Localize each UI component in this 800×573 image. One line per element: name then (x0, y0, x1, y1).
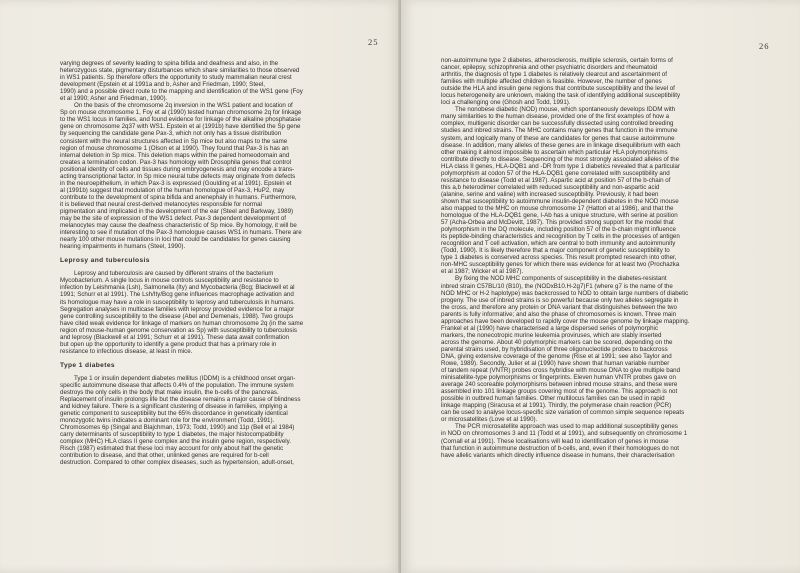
text-line: to the WS1 locus in families, and found evidence for linkage of the alkaline phosphatase (60, 116, 301, 124)
text-line: 1991; Schurr et al 1991). The Lsh/Ity/Bcg gene influences macrophage activation and (60, 291, 294, 299)
text-line: other making it almost impossible to ascertain which particular HLA polymorphisms (441, 148, 668, 156)
text-line: genetic component to susceptibility but the 65% discordance in genetically identical (60, 410, 288, 418)
text-line: it is believed that neural crest-derived melanocytes responsible for normal (60, 200, 262, 208)
paragraph (60, 102, 346, 250)
paragraph (60, 375, 346, 467)
text-line: destruction. Compared to other complex diseases, such as hypertension, adult-onset, (60, 459, 294, 467)
paragraph (441, 106, 747, 275)
text-line: non-autoimmune type 2 diabetes, atherosclerosis, multiple sclerosis, certain forms of (441, 57, 673, 64)
text-line: varying degrees of severity leading to spina bifida and deafness and also, in the (60, 60, 279, 67)
text-line: resistance to infectious disease, at least in mice. (60, 347, 193, 355)
text-line: or microsatellites (Love et al 1990). (441, 416, 538, 424)
text-line: may be the site of expression of the WS1 defect. Pax-3 dependent development of (60, 215, 286, 223)
text-line: assembled into 101 linkage groups covering most of the genome. This approach is not (441, 388, 678, 396)
text-line: development (Epstein et al 1991a and b, Asher and Friedman, 1990; Steel, (60, 81, 266, 89)
text-line: across the genome. About 40 polymorphic markers can be scored, depending on the (441, 338, 673, 346)
text-line: this a,b heterodimer correlated with reduced susceptibility and non-aspartic acid (441, 183, 660, 191)
text-line: in NOD on chromosomes 3 and 11 (Todd et al 1991), and subsequently on chromosome 1 (441, 430, 688, 438)
text-line: et al 1987; Wicker et al 1987). (441, 268, 524, 276)
text-line: contribution to disease, and that other, unlinked genes are required for b-cell (60, 452, 269, 460)
text-line: al (1991b) suggest that modulation of the human homologue of Pax-3, HuP2, may (60, 186, 285, 194)
text-column (60, 60, 346, 467)
text-line: minisatellite-type polymorphisms or fingerprints. Eleven human VNTR probes gave on (441, 374, 676, 382)
text-line: parental strains used, by hybridisation of three oligonucleotide probes to backcross (441, 345, 668, 353)
text-line: (alanine, serine and valine) with increased susceptibility. Previously, it had been (441, 190, 659, 198)
text-line: have allelic variants which directly influence disease in humans, their characterisation (441, 451, 675, 459)
text-line: contribute to the development of spina bifida and anenephaly in humans. Furthermore, (60, 193, 297, 201)
text-line: interesting to see if mutation of the Pax-3 homologue causes WS1 in humans. There are (60, 229, 302, 237)
text-line: also mapped to the MHC on mouse chromosome 17 (Hattori et al 1986), and that the (441, 204, 674, 212)
text-line: polymorphism at codon 57 of the HLA-DQB1 gene correlated with susceptibility and (441, 169, 670, 177)
text-line: its homologue may have a role in susceptibility to leprosy and tuberculosis in humans. (60, 298, 295, 306)
text-line: cancer, epilepsy, schizophrenia and other psychiatric disorders and rheumatoid (441, 64, 658, 72)
text-line: and kidney failure. There is a significant clustering of disease in families, implying a (60, 403, 288, 411)
text-line: Type 1 or insulin dependent diabetes mellitus (IDDM) is a childhood onset organ- (74, 374, 296, 382)
text-line: NOD MHC or H-2 haplotype) was backcrossed to NOD to obtain large numbers of diabetic (441, 289, 689, 297)
page-number: 26 (759, 41, 770, 51)
text-line: hearing impairments in humans (Steel, 1990). (60, 243, 186, 251)
text-line: Risch (1987) estimated that these loci may account for only about half the genetic (60, 445, 284, 453)
text-line: melanocytes may cause the deafness characteristic of Sp mice. By homology, it will be (60, 222, 297, 230)
text-line: approaches have been developed to rapidly cover the mouse genome by linkage mapping. (441, 317, 690, 325)
text-line: gene controlling susceptibility to the disease (Abel and Demenais, 1988). Two groups (60, 312, 294, 320)
text-line: (Todd, 1990). It is likely therefore that a major component of genetic susceptibility to (441, 247, 670, 255)
paragraph (441, 57, 747, 106)
text-line: have cited weak evidence for linkage of markers on human chromosome 2q (in the same (60, 319, 304, 327)
text-line: the cross, and therefore any protein or DNA variant that distinguishes between the two (441, 303, 677, 311)
text-line: HLA class II genes, HLA-DQB1 and -DR from type 1 diabetics revealed that a particular (441, 162, 681, 170)
right-page (401, 0, 800, 573)
paragraph (60, 60, 346, 102)
text-line: many similarities to the human disease, provided one of the first examples of how a (441, 113, 670, 121)
text-line: Frankel et al (1990) have characterised a large dispersed series of polymorphic (441, 324, 659, 332)
text-line: 57 (Acha-Orbea and McDevitt, 1987). This provided strong support for the model that (441, 219, 674, 227)
text-line: acting transcriptional factor. In Sp mice neural tube defects may originate from defects (60, 172, 296, 180)
text-line: that function in autoimmune destruction of b-cells, and, even if their homologues do not (441, 444, 680, 452)
text-line: parents is fully informative; and also the phase of chromosomes is known. Three main (441, 310, 677, 318)
text-line: Rowe, 1989). Secondly, Julier et al (1990) have shown that human variable number (441, 360, 670, 368)
section-heading: Leprosy and tuberculosis (60, 257, 150, 265)
text-line: contribute directly to disease. Sequencing of the most strongly associated alleles of the (441, 155, 680, 163)
text-line: infection by Leishmania (Lsh), Salmonella (Ity) and Mycobacteria (Bcg; Blackwell et al (60, 284, 295, 292)
text-line: DNA, giving extensive coverage of the genome (Rise et al 1991; see also Taylor and (441, 352, 672, 360)
text-line: but open up the opportunity to identify a gene product that has a primary role in (60, 340, 277, 348)
text-line: resistance to disease (Todd et al 1987). Aspartic acid at position 57 of the b-chain of (441, 176, 671, 184)
text-line: and leprosy (Blackwell et al 1991; Schurr et al 1991). These data await confirmation (60, 333, 289, 341)
text-line: region of mouse chromosome 1 (Olson et al 1990). They found that Pax-3 is has an (60, 144, 289, 152)
text-line: monozygotic twins indicates a dominant role for the environment (Todd, 1991). (60, 417, 275, 425)
text-line: studies and inbred strains. The MHC contains many genes that function in the immune (441, 127, 678, 135)
text-line: locus heterogeneity are unknown, making the task of identifying additional susceptibility (441, 92, 681, 100)
text-line: homologue of the HLA-DQB1 gene, I-Ab has a unique structure, with serine at position (441, 212, 678, 220)
text-line: by sequencing the candidate gene Pax-3, which not only has a tissue distribution (60, 130, 282, 138)
text-line: inbred strain C57BL/10 (B10), the (NODxB10.H-2g7)F1 (where g7 is the name of the (441, 282, 673, 290)
text-line: internal deletion in Sp mice. This deletion maps within the paired homeodomain and (60, 151, 290, 159)
text-line: loci a challenging one (Ghosh and Todd, 1991). (441, 99, 571, 107)
text-line: type 1 diabetes is conserved across species. This result prompted research into other, (441, 254, 677, 262)
text-line: complex (MHC) HLA class II gene complex and the insulin gene region, respectively. (60, 438, 291, 446)
text-line: in the neuroepithelium, in which Pax-3 is expressed (Goulding et al 1991). Epstein et (60, 179, 292, 187)
text-line: Segregation analyses in multicase families with leprosy provided evidence for a major (60, 305, 295, 313)
section-heading: Type 1 diabetes (60, 361, 115, 369)
text-line: Replacement of insulin prolongs life but the disease remains a major cause of blindness (60, 396, 301, 404)
text-line: markers, the nonecotropic murine leukemia proviruses, which are stably inserted (441, 331, 662, 339)
text-line: families with multiple affected children is feasible. However, the number of genes (441, 78, 662, 86)
text-line: arthritis, the diagnosis of type 1 diabetes is relatively clearcut and ascertainment of (441, 71, 667, 79)
text-line: et al 1990; Asher and Friedman, 1990). (60, 95, 168, 103)
text-line: destroys the only cells in the body that make insulin, the b-cells of the pancreas. (60, 389, 279, 397)
paragraph (441, 275, 747, 423)
text-line: region of mouse-human genome conservation as Sp) with susceptibility to tuberculosis (60, 326, 297, 334)
text-line: creates a termination codon. Pax-3 has homology with Drosophila genes that control (60, 158, 292, 166)
text-line: linkage mapping (Siracusa et al 1991). Thirdly, the polymerase chain reaction (PCR) (441, 402, 672, 410)
text-line: On the basis of the chromosome 2q inversion in the WS1 patient and location of (74, 102, 293, 110)
text-line: disease. In addition, many alleles of these genes are in linkage disequilibrium with each (441, 141, 681, 149)
text-column (441, 57, 747, 459)
text-line: The nonobese diabetic (NOD) mouse, which spontaneously develops IDDM with (455, 106, 676, 114)
text-line: nearly 100 other mouse mutations in loci that could be candidates for genes causing (60, 236, 291, 244)
text-line: The PCR microsatellite approach was used to map additional susceptibility genes (455, 423, 678, 431)
text-line: By fixing the NOD MHC components of susceptibility in the diabetes-resistant (455, 275, 667, 283)
text-line: 1990) and a possible direct route to the mapping and identification of the WS1 gene (Foy (60, 88, 303, 96)
text-line: progeny. The use of inbred strains is so powerful because only two alleles segregate in (441, 296, 679, 304)
text-line: recognition and T cell activation, which are central to both immunity and autoimmunity (441, 240, 676, 248)
text-line: in WS1 patients. Sp therefore offers the opportunity to study mammalian neural crest (60, 74, 292, 82)
text-line: gene on chromosome 2q37 with WS1. Epstein et al (1991b) have identified the Sp gene (60, 123, 301, 131)
text-line: complex, multigenic disorder can be successfully dissected using controlled breeding (441, 120, 674, 128)
text-line: average 240 scoreable polymorphisms between inbred mouse strains, and these were (441, 381, 678, 389)
text-line: Sp on mouse chromosome 1, Foy et al (1990) tested human chromosome 2q for linkage (60, 109, 302, 117)
text-line: of tandem repeat (VNTR) probes cross hybridise with mouse DNA to give multiple band (441, 367, 681, 375)
text-line: consistent with the neural structures affected in Sp mice but also maps to the same (60, 137, 288, 145)
text-line: Leprosy and tuberculosis are caused by different strains of the bacterium (74, 270, 274, 278)
paragraph (60, 270, 346, 355)
text-line: Mycobacterium. A single locus in mouse controls susceptibility and resistance to (60, 277, 279, 285)
text-line: (Cornall et al 1991). These localisations will lead to identification of genes in mouse (441, 437, 669, 445)
text-line: system, and logically many of these are candidates for genes that cause autoimmune (441, 134, 675, 142)
text-line: specific autoimmune disease that affects 0.4% of the population. The immune system (60, 381, 294, 389)
text-line: polymorphism in the DQ molecule, including position 57 of the b-chain might influence (441, 226, 676, 234)
text-line: Chromosomes 6p (Singal and Blajchman, 1973; Todd, 1990) and 11p (Bell et al 1984) (60, 424, 295, 432)
text-line: pigmentation and implicated in the development of the ear (Steel and Barkway, 1989) (60, 207, 294, 215)
text-line: can be used to analyse locus-specific size variation of common simple sequence repeats (441, 409, 685, 417)
page-number: 25 (368, 37, 379, 47)
text-line: outside the HLA and insulin gene regions that contribute susceptibility and the level of (441, 85, 675, 93)
text-line: non-MHC susceptibility genes for which there was evidence for at least two (Prochazka (441, 261, 680, 269)
text-line: positional identity of cells and tissues during embryogenesis and may encode a trans- (60, 165, 295, 173)
text-line: its peptide-binding characteristics and recognition by T cells in the processes of antigen (441, 233, 680, 241)
text-line: possible in outbred human families. Other multilocus families can be used in rapid (441, 395, 665, 403)
text-line: heterozygous state, pigmentary disturbances which share similarities to those observed (60, 67, 300, 75)
text-line: shown that susceptibility to autoimmune insulin-dependent diabetes in the NOD mouse (441, 197, 679, 205)
text-line: carry determinants of susceptibility to type 1 diabetes, the major histocompatibility (60, 431, 284, 439)
paragraph (441, 423, 747, 458)
